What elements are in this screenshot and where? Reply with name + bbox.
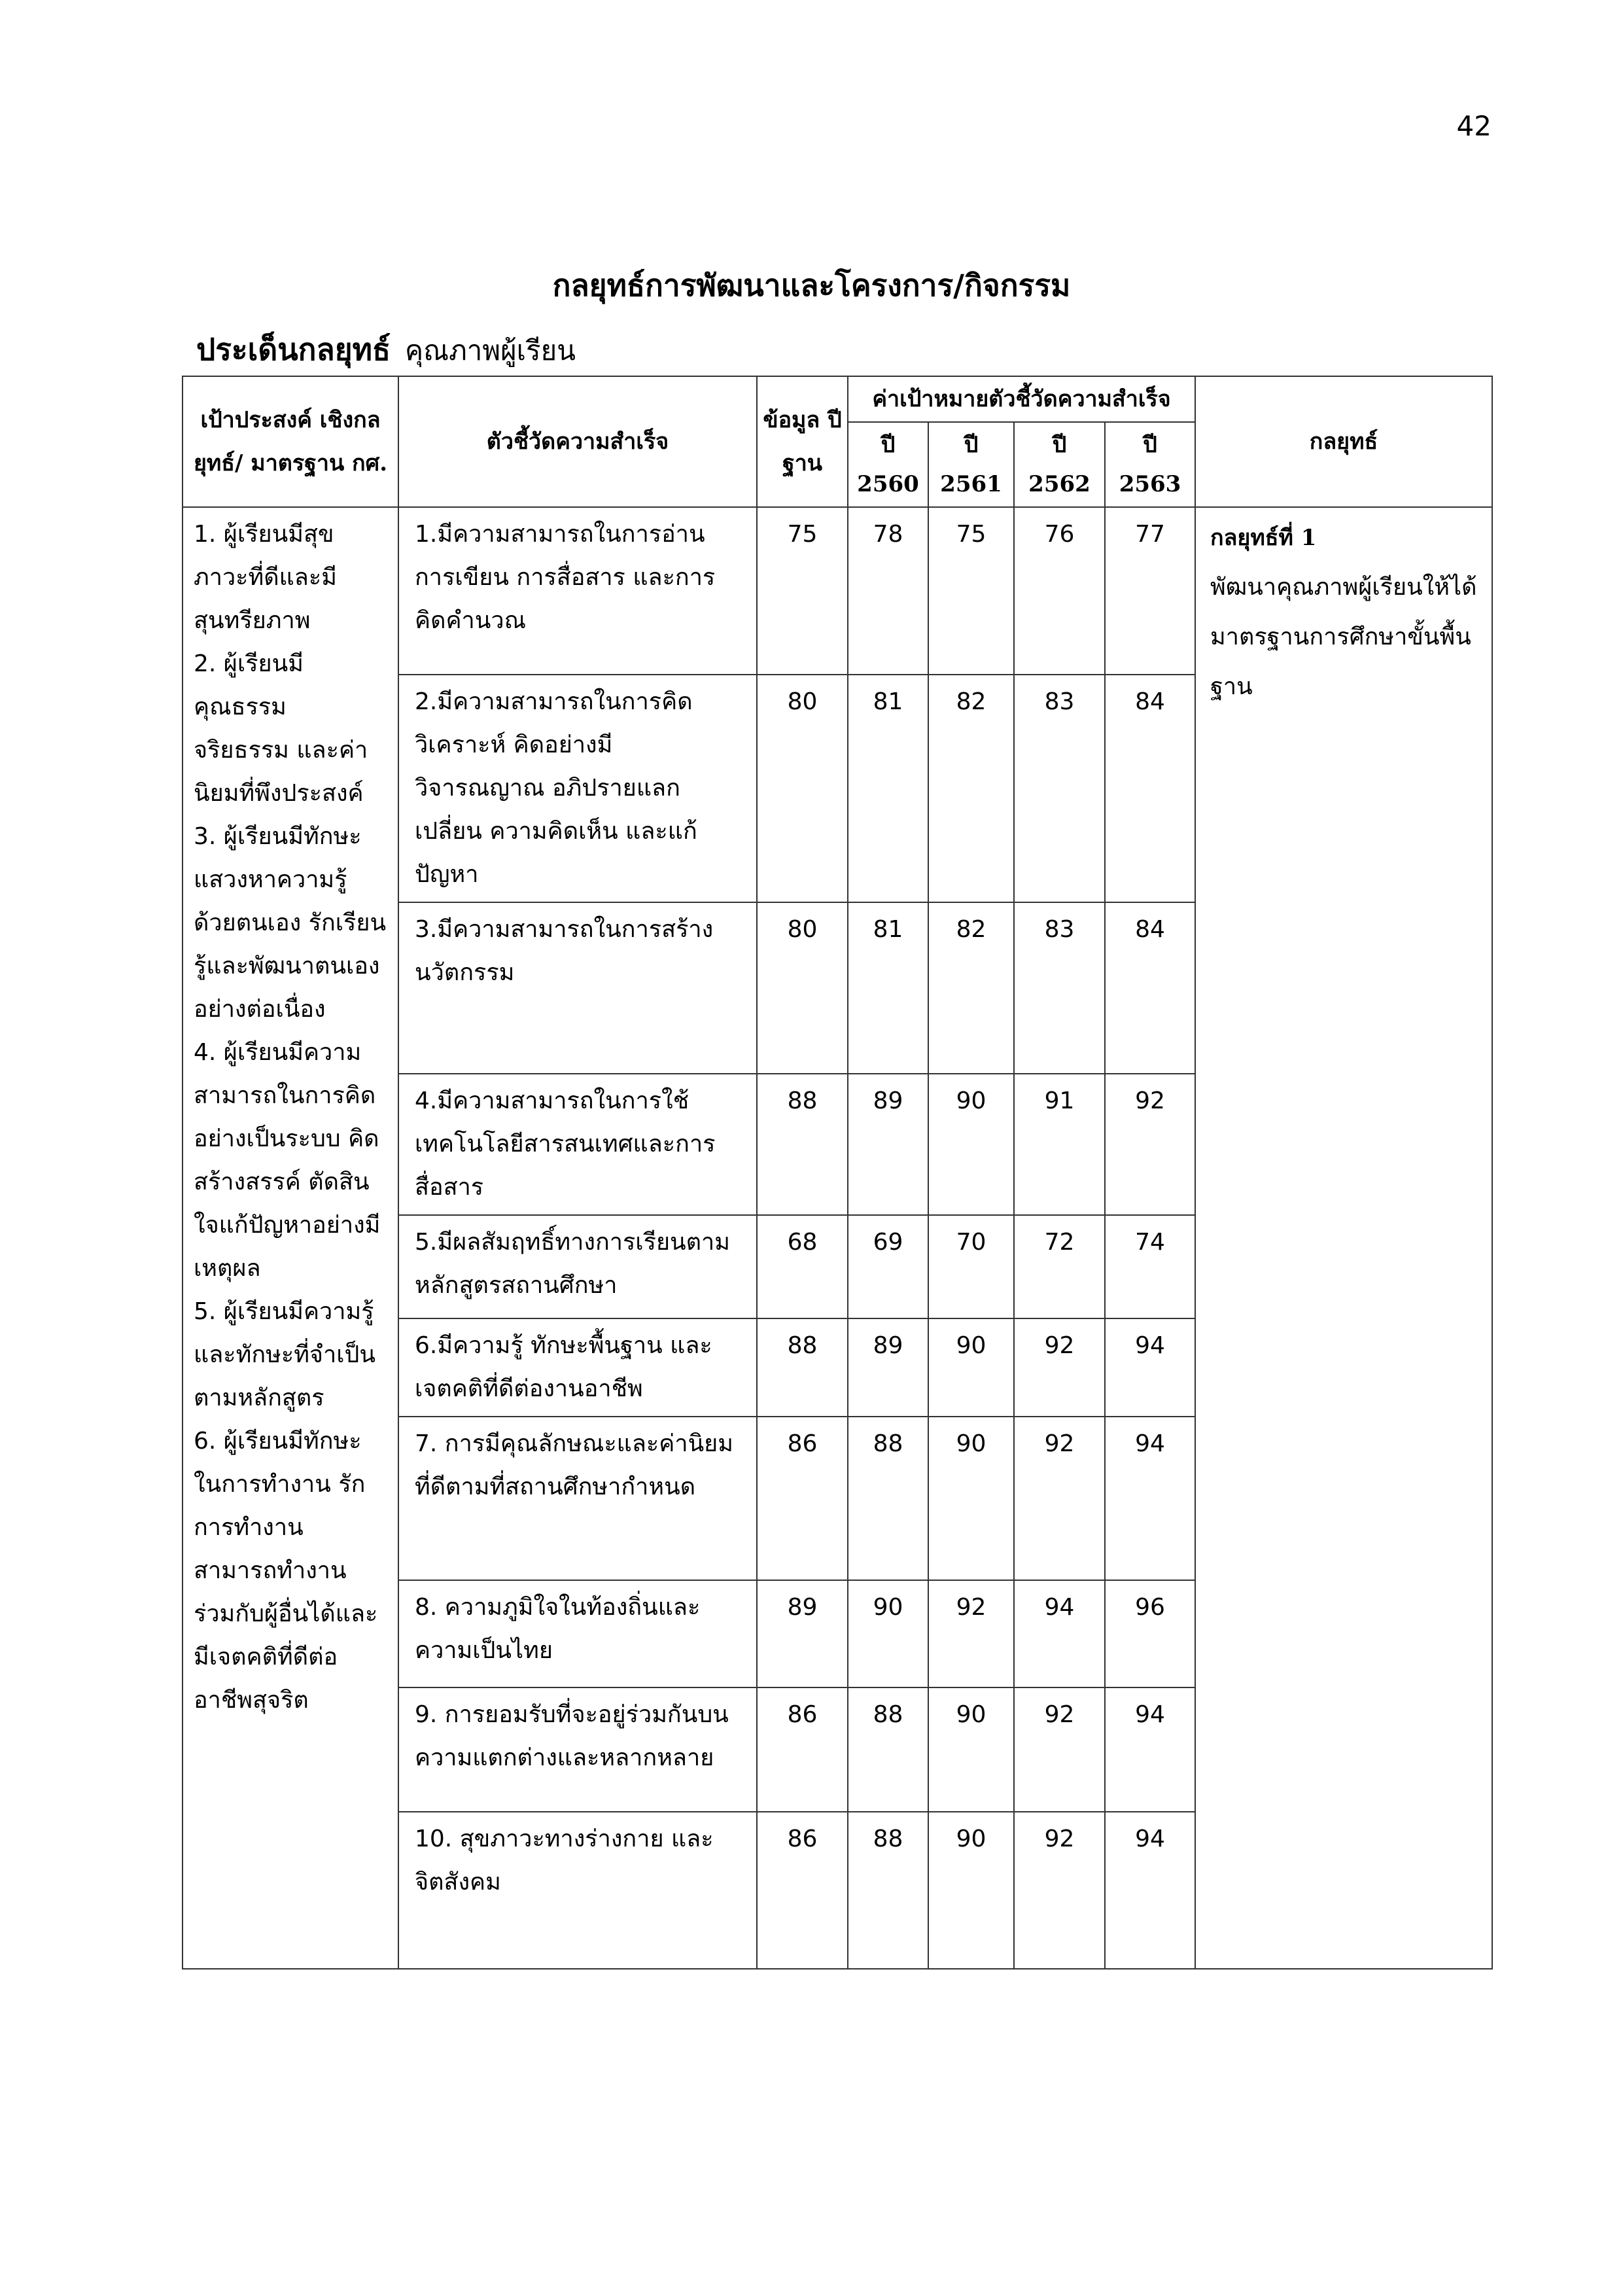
strategy-text: พัฒนาคุณภาพผู้เรียนให้ได้มาตรฐานการศึกษาขั้นพื้นฐาน	[1210, 574, 1477, 700]
target-cell: 72	[1014, 1215, 1105, 1318]
indicator-cell	[398, 1074, 757, 1215]
goals-cell	[183, 507, 398, 1969]
baseline-cell: 89	[757, 1580, 848, 1687]
header-strategy: กลยุทธ์	[1195, 376, 1492, 507]
indicator-cell	[398, 1580, 757, 1687]
target-cell: 90	[928, 1687, 1014, 1812]
goal-item: 4. ผู้เรียนมีความสามารถในการคิดอย่างเป็นระบบ คิดสร้างสรรค์ ตัดสินใจแก้ปัญหาอย่างมีเหตุผล	[194, 1039, 381, 1282]
goal-item: 6. ผู้เรียนมีทักษะในการทำงาน รักการทำงาน สามารถทำงานร่วมกับผู้อื่นได้และมีเจตคติที่ดีต่ออาชีพสุจริต	[194, 1428, 378, 1714]
baseline-cell: 68	[757, 1215, 848, 1318]
indicator-text: 6.มีความรู้ ทักษะพื้นฐาน และเจตคติที่ดีต่องานอาชีพ	[415, 1332, 712, 1402]
indicator-text: 5.มีผลสัมฤทธิ์ทางการเรียนตามหลักสูตรสถานศึกษา	[415, 1229, 730, 1299]
goal-item: 2. ผู้เรียนมีคุณธรรม จริยธรรม และค่านิยมที่พึงประสงค์	[194, 650, 368, 807]
target-cell: 81	[848, 675, 928, 902]
indicator-text: 7. การมีคุณลักษณะและค่านิยมที่ดีตามที่สถานศึกษากำหนด	[415, 1430, 734, 1500]
baseline-cell: 86	[757, 1812, 848, 1969]
target-cell: 77	[1105, 507, 1195, 675]
strategic-issue-label: ประเด็นกลยุทธ์	[196, 332, 391, 367]
target-cell: 83	[1014, 902, 1105, 1074]
indicator-cell	[398, 507, 757, 675]
target-cell: 88	[848, 1417, 928, 1580]
baseline-cell: 75	[757, 507, 848, 675]
header-target-group: ค่าเป้าหมายตัวชี้วัดความสำเร็จ	[848, 376, 1195, 422]
target-cell: 84	[1105, 675, 1195, 902]
goal-item: 5. ผู้เรียนมีความรู้และทักษะที่จำเป็นตามหลักสูตร	[194, 1298, 375, 1411]
goal-item: 3. ผู้เรียนมีทักษะแสวงหาความรู้ด้วยตนเอง รักเรียนรู้และพัฒนาตนเองอย่างต่อเนื่อง	[194, 823, 387, 1023]
strategy-cell	[1195, 507, 1492, 1969]
target-cell: 92	[1014, 1812, 1105, 1969]
target-cell: 92	[1014, 1318, 1105, 1417]
header-goal: เป้าประสงค์ เชิงกลยุทธ์/ มาตรฐาน กศ.	[183, 376, 398, 507]
header-baseline: ข้อมูล ปีฐาน	[757, 376, 848, 507]
target-cell: 88	[848, 1812, 928, 1969]
target-cell: 70	[928, 1215, 1014, 1318]
table-row	[183, 507, 1492, 675]
indicator-cell	[398, 1318, 757, 1417]
indicator-cell	[398, 1687, 757, 1812]
header-row-1	[183, 376, 1492, 422]
baseline-cell: 88	[757, 1318, 848, 1417]
target-cell: 94	[1105, 1812, 1195, 1969]
goal-item: 1. ผู้เรียนมีสุขภาวะที่ดีและมีสุนทรียภาพ	[194, 521, 337, 634]
indicator-cell	[398, 1417, 757, 1580]
target-cell: 82	[928, 902, 1014, 1074]
target-cell: 92	[1014, 1417, 1105, 1580]
strategic-issue	[196, 326, 576, 374]
indicator-text: 10. สุขภาวะทางร่างกาย และจิตสังคม	[415, 1826, 714, 1896]
target-cell: 76	[1014, 507, 1105, 675]
baseline-cell: 80	[757, 675, 848, 902]
header-year: ปี 2561	[928, 422, 1014, 507]
target-cell: 78	[848, 507, 928, 675]
target-cell: 92	[928, 1580, 1014, 1687]
baseline-cell: 86	[757, 1687, 848, 1812]
indicator-cell	[398, 1215, 757, 1318]
indicator-cell	[398, 1812, 757, 1969]
target-cell: 81	[848, 902, 928, 1074]
target-cell: 91	[1014, 1074, 1105, 1215]
indicator-text: 1.มีความสามารถในการอ่าน การเขียน การสื่อสาร และการคิดคำนวณ	[415, 521, 716, 634]
indicator-text: 8. ความภูมิใจในท้องถิ่นและความเป็นไทย	[415, 1594, 701, 1664]
header-indicator: ตัวชี้วัดความสำเร็จ	[398, 376, 757, 507]
strategic-issue-value: คุณภาพผู้เรียน	[405, 334, 576, 366]
target-cell: 96	[1105, 1580, 1195, 1687]
target-cell: 84	[1105, 902, 1195, 1074]
indicator-cell	[398, 675, 757, 902]
header-year: ปี 2562	[1014, 422, 1105, 507]
header-year: ปี 2560	[848, 422, 928, 507]
target-cell: 94	[1105, 1318, 1195, 1417]
target-cell: 90	[928, 1812, 1014, 1969]
target-cell: 89	[848, 1074, 928, 1215]
page-number: 42	[1456, 110, 1492, 142]
indicator-cell	[398, 902, 757, 1074]
target-cell: 92	[1105, 1074, 1195, 1215]
target-cell: 94	[1105, 1417, 1195, 1580]
target-cell: 94	[1105, 1687, 1195, 1812]
baseline-cell: 88	[757, 1074, 848, 1215]
indicator-text: 9. การยอมรับที่จะอยู่ร่วมกันบนความแตกต่างและหลากหลาย	[415, 1701, 729, 1771]
target-cell: 69	[848, 1215, 928, 1318]
target-cell: 83	[1014, 675, 1105, 902]
header-year: ปี 2563	[1105, 422, 1195, 507]
baseline-cell: 80	[757, 902, 848, 1074]
indicator-text: 3.มีความสามารถในการสร้างนวัตกรรม	[415, 916, 714, 986]
target-cell: 90	[928, 1074, 1014, 1215]
indicator-text: 2.มีความสามารถในการคิดวิเคราะห์ คิดอย่างมีวิจารณญาณ อภิปรายแลกเปลี่ยน ความคิดเห็น และแก้ปัญหา	[415, 688, 697, 888]
target-cell: 90	[928, 1318, 1014, 1417]
target-cell: 75	[928, 507, 1014, 675]
target-cell: 90	[928, 1417, 1014, 1580]
target-cell: 74	[1105, 1215, 1195, 1318]
target-cell: 92	[1014, 1687, 1105, 1812]
target-cell: 89	[848, 1318, 928, 1417]
baseline-cell: 86	[757, 1417, 848, 1580]
page-title: กลยุทธ์การพัฒนาและโครงการ/กิจกรรม	[552, 268, 1071, 303]
target-cell: 90	[848, 1580, 928, 1687]
target-cell: 94	[1014, 1580, 1105, 1687]
target-cell: 88	[848, 1687, 928, 1812]
target-cell: 82	[928, 675, 1014, 902]
indicator-text: 4.มีความสามารถในการใช้เทคโนโลยีสารสนเทศและการสื่อสาร	[415, 1087, 716, 1201]
strategy-label: กลยุทธ์ที่ 1	[1210, 525, 1317, 551]
strategy-table	[182, 376, 1493, 1969]
